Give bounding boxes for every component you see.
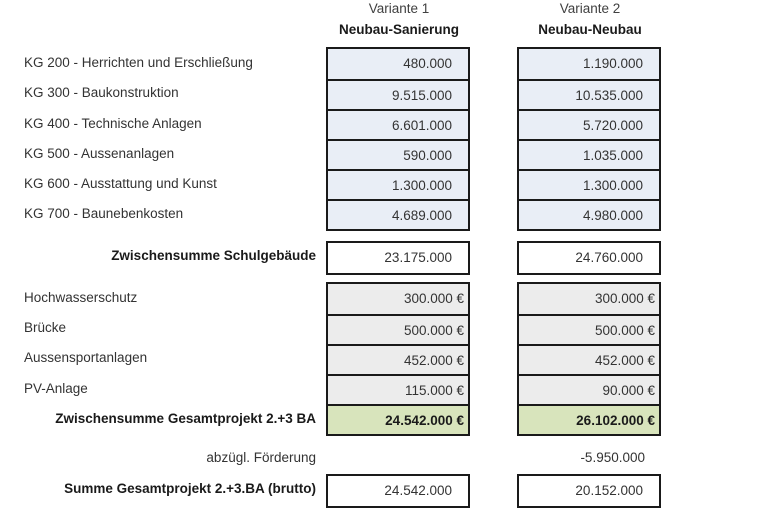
row-label-bruecke: Brücke [24,320,67,335]
variant-name: Neubau-Sanierung [338,22,459,37]
variant-label: Variante 1 [368,1,430,16]
row-label-kg700: KG 700 - Baunebenkosten [24,206,184,221]
value-cell: 452.000 € [328,344,468,374]
column-header-variante-1 [326,0,472,39]
subtotal-school-variante-1 [326,241,470,275]
row-label-pv-anlage: PV-Anlage [24,381,88,396]
extra-values-variante-2 [517,282,661,436]
row-label-kg300: KG 300 - Baukonstruktion [24,85,179,100]
value-cell: 24.760.000 [519,243,659,273]
funding-variante-2: -5.950.000 [580,450,645,465]
value-cell: 4.980.000 [519,199,659,229]
variant-name: Neubau-Neubau [538,22,642,37]
row-label-hochwasserschutz: Hochwasserschutz [24,290,138,305]
row-label-kg600: KG 600 - Ausstattung und Kunst [24,176,217,191]
funding-label: abzügl. Förderung [206,450,316,465]
value-cell: 480.000 [328,49,468,79]
value-cell: 500.000 € [328,314,468,344]
total-label: Summe Gesamtprojekt 2.+3.BA (brutto) [64,481,316,496]
value-cell: 20.152.000 [519,476,659,506]
value-cell: 6.601.000 [328,109,468,139]
value-cell: 300.000 € [328,284,468,314]
row-label-aussensportanlagen: Aussensportanlagen [24,350,148,365]
subtotal-project-variante-2: 26.102.000 € [519,404,659,434]
value-cell: 4.689.000 [328,199,468,229]
extra-values-variante-1 [326,282,470,436]
value-cell: 1.190.000 [519,49,659,79]
total-variante-2 [517,474,661,508]
row-label-kg500: KG 500 - Aussenanlagen [24,146,175,161]
subtotal-school-label: Zwischensumme Schulgebäude [111,248,316,263]
total-variante-1 [326,474,470,508]
value-cell: 9.515.000 [328,79,468,109]
value-cell: 24.542.000 [328,476,468,506]
value-cell: 90.000 € [519,374,659,404]
value-cell: 1.300.000 [328,169,468,199]
subtotal-school-variante-2 [517,241,661,275]
kg-values-variante-2 [517,47,661,231]
subtotal-project-label: Zwischensumme Gesamtprojekt 2.+3 BA [55,411,316,426]
value-cell: 5.720.000 [519,109,659,139]
variant-label: Variante 2 [559,1,621,16]
value-cell: 1.035.000 [519,139,659,169]
value-cell: 23.175.000 [328,243,468,273]
column-header-variante-2 [517,0,663,39]
subtotal-project-variante-1: 24.542.000 € [328,404,468,434]
row-label-kg400: KG 400 - Technische Anlagen [24,116,202,131]
row-label-kg200: KG 200 - Herrichten und Erschließung [24,55,253,70]
value-cell: 452.000 € [519,344,659,374]
value-cell: 500.000 € [519,314,659,344]
value-cell: 1.300.000 [519,169,659,199]
value-cell: 10.535.000 [519,79,659,109]
value-cell: 115.000 € [328,374,468,404]
value-cell: 590.000 [328,139,468,169]
value-cell: 300.000 € [519,284,659,314]
kg-values-variante-1 [326,47,470,231]
